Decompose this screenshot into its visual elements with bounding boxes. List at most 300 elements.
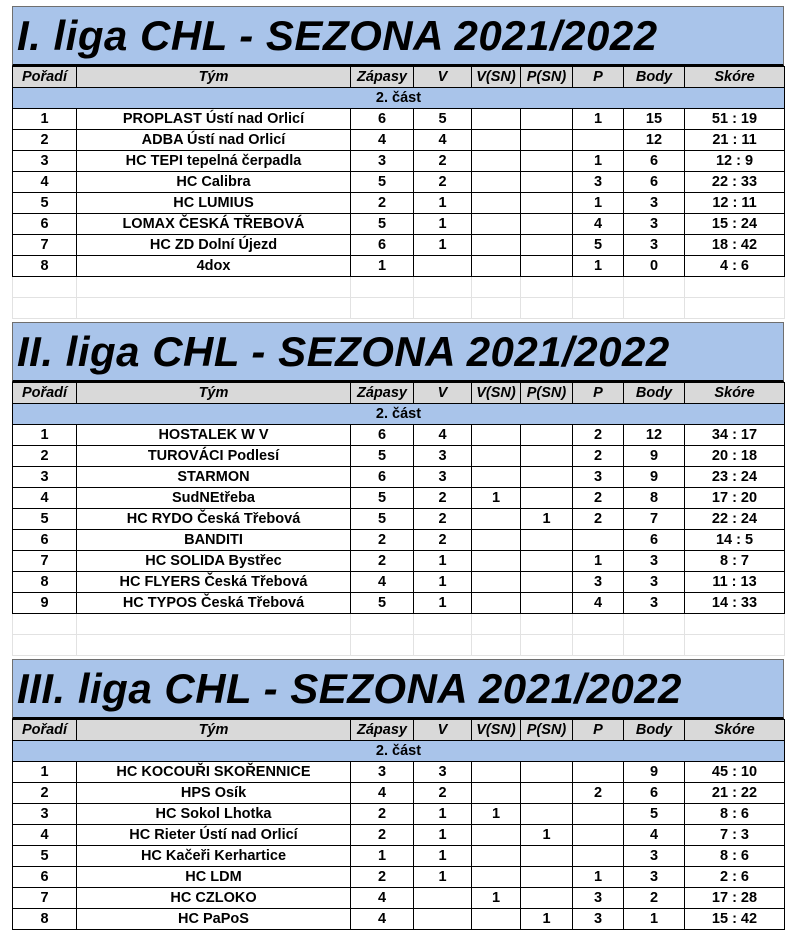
table-row	[13, 235, 785, 256]
table-row	[13, 530, 785, 551]
header-team: Tým	[77, 383, 351, 404]
cell-team: TUROVÁCI Podlesí	[77, 446, 351, 467]
cell-points: 1	[624, 909, 685, 930]
cell-losses: 2	[573, 425, 624, 446]
cell-wins: 1	[414, 572, 472, 593]
empty-cell	[472, 298, 521, 319]
cell-wins-so	[472, 762, 521, 783]
cell-games: 5	[351, 488, 414, 509]
table-row	[13, 509, 785, 530]
header-wins-so: V(SN)	[472, 383, 521, 404]
cell-team: HC Kačeři Kerhartice	[77, 846, 351, 867]
table-row	[13, 551, 785, 572]
header-wins: V	[414, 67, 472, 88]
table-row	[13, 151, 785, 172]
empty-cell	[624, 635, 685, 656]
table-row	[13, 572, 785, 593]
cell-wins: 1	[414, 846, 472, 867]
cell-wins	[414, 256, 472, 277]
empty-cell	[573, 635, 624, 656]
header-losses: P	[573, 383, 624, 404]
cell-wins-so	[472, 783, 521, 804]
cell-wins: 2	[414, 151, 472, 172]
empty-row	[13, 277, 785, 298]
cell-points: 2	[624, 888, 685, 909]
cell-losses: 5	[573, 235, 624, 256]
cell-losses-so	[521, 425, 573, 446]
cell-losses-so	[521, 256, 573, 277]
part-label: 2. část	[13, 741, 785, 762]
cell-wins-so	[472, 593, 521, 614]
cell-wins-so	[472, 572, 521, 593]
part-row	[13, 88, 785, 109]
league-2-section	[12, 322, 784, 656]
standings-table	[12, 382, 785, 656]
cell-losses-so	[521, 172, 573, 193]
cell-team: PROPLAST Ústí nad Orlicí	[77, 109, 351, 130]
cell-games: 6	[351, 109, 414, 130]
cell-rank: 3	[13, 151, 77, 172]
cell-score: 15 : 24	[685, 214, 785, 235]
cell-rank: 1	[13, 109, 77, 130]
cell-rank: 1	[13, 425, 77, 446]
cell-wins-so	[472, 425, 521, 446]
cell-team: HOSTALEK W V	[77, 425, 351, 446]
cell-points: 5	[624, 804, 685, 825]
table-row	[13, 783, 785, 804]
table-row	[13, 109, 785, 130]
cell-wins-so	[472, 151, 521, 172]
cell-games: 6	[351, 425, 414, 446]
header-points: Body	[624, 383, 685, 404]
header-score: Skóre	[685, 383, 785, 404]
cell-team: HC TYPOS Česká Třebová	[77, 593, 351, 614]
empty-cell	[521, 277, 573, 298]
cell-losses-so	[521, 572, 573, 593]
cell-rank: 7	[13, 235, 77, 256]
cell-losses-so	[521, 151, 573, 172]
header-rank: Pořadí	[13, 383, 77, 404]
cell-games: 3	[351, 151, 414, 172]
header-losses-so: P(SN)	[521, 720, 573, 741]
cell-wins: 2	[414, 783, 472, 804]
cell-team: HC PaPoS	[77, 909, 351, 930]
cell-rank: 6	[13, 530, 77, 551]
empty-cell	[351, 635, 414, 656]
empty-cell	[13, 277, 77, 298]
header-wins-so: V(SN)	[472, 67, 521, 88]
cell-rank: 4	[13, 172, 77, 193]
cell-losses	[573, 762, 624, 783]
cell-team: STARMON	[77, 467, 351, 488]
cell-wins	[414, 888, 472, 909]
cell-rank: 6	[13, 867, 77, 888]
header-team: Tým	[77, 67, 351, 88]
header-wins: V	[414, 383, 472, 404]
empty-cell	[77, 635, 351, 656]
cell-losses: 1	[573, 151, 624, 172]
cell-losses: 1	[573, 551, 624, 572]
cell-losses: 1	[573, 867, 624, 888]
header-points: Body	[624, 720, 685, 741]
table-row	[13, 425, 785, 446]
table-row	[13, 130, 785, 151]
table-row	[13, 846, 785, 867]
cell-score: 12 : 11	[685, 193, 785, 214]
cell-points: 7	[624, 509, 685, 530]
empty-cell	[351, 277, 414, 298]
cell-rank: 5	[13, 193, 77, 214]
cell-wins: 4	[414, 130, 472, 151]
part-label: 2. část	[13, 404, 785, 425]
cell-losses-so: 1	[521, 509, 573, 530]
cell-points: 9	[624, 762, 685, 783]
cell-games: 2	[351, 530, 414, 551]
cell-score: 17 : 28	[685, 888, 785, 909]
cell-wins: 1	[414, 867, 472, 888]
cell-losses-so	[521, 130, 573, 151]
header-points: Body	[624, 67, 685, 88]
cell-losses-so	[521, 530, 573, 551]
cell-score: 21 : 11	[685, 130, 785, 151]
cell-wins-so	[472, 214, 521, 235]
cell-score: 18 : 42	[685, 235, 785, 256]
header-losses: P	[573, 720, 624, 741]
part-row	[13, 741, 785, 762]
empty-row	[13, 298, 785, 319]
cell-losses	[573, 530, 624, 551]
cell-points: 9	[624, 467, 685, 488]
cell-team: LOMAX ČESKÁ TŘEBOVÁ	[77, 214, 351, 235]
cell-wins: 1	[414, 825, 472, 846]
table-row	[13, 909, 785, 930]
cell-rank: 6	[13, 214, 77, 235]
cell-losses	[573, 804, 624, 825]
cell-score: 23 : 24	[685, 467, 785, 488]
cell-losses-so	[521, 109, 573, 130]
cell-losses: 1	[573, 256, 624, 277]
header-score: Skóre	[685, 67, 785, 88]
empty-cell	[573, 298, 624, 319]
league-3-section	[12, 659, 784, 930]
cell-score: 12 : 9	[685, 151, 785, 172]
cell-points: 6	[624, 783, 685, 804]
header-games: Zápasy	[351, 720, 414, 741]
header-games: Zápasy	[351, 67, 414, 88]
cell-team: HC Sokol Lhotka	[77, 804, 351, 825]
cell-losses-so	[521, 804, 573, 825]
cell-losses: 1	[573, 109, 624, 130]
cell-losses-so	[521, 551, 573, 572]
header-score: Skóre	[685, 720, 785, 741]
table-row	[13, 867, 785, 888]
cell-losses: 3	[573, 467, 624, 488]
part-row	[13, 404, 785, 425]
cell-games: 6	[351, 467, 414, 488]
cell-team: ADBA Ústí nad Orlicí	[77, 130, 351, 151]
cell-losses: 3	[573, 572, 624, 593]
empty-cell	[472, 635, 521, 656]
header-rank: Pořadí	[13, 67, 77, 88]
cell-losses: 2	[573, 509, 624, 530]
cell-team: BANDITI	[77, 530, 351, 551]
league-1-section	[12, 6, 784, 319]
cell-score: 17 : 20	[685, 488, 785, 509]
table-row	[13, 593, 785, 614]
cell-losses: 4	[573, 593, 624, 614]
header-losses-so: P(SN)	[521, 383, 573, 404]
table-row	[13, 467, 785, 488]
cell-team: HC LUMIUS	[77, 193, 351, 214]
table-row	[13, 488, 785, 509]
cell-wins: 3	[414, 446, 472, 467]
header-losses: P	[573, 67, 624, 88]
league-title: II. liga CHL - SEZONA 2021/2022	[12, 322, 784, 382]
header-losses-so: P(SN)	[521, 67, 573, 88]
cell-wins-so	[472, 530, 521, 551]
cell-points: 3	[624, 551, 685, 572]
empty-cell	[573, 614, 624, 635]
cell-points: 4	[624, 825, 685, 846]
header-games: Zápasy	[351, 383, 414, 404]
cell-wins-so: 1	[472, 804, 521, 825]
cell-rank: 2	[13, 783, 77, 804]
cell-games: 5	[351, 593, 414, 614]
cell-team: HC ZD Dolní Újezd	[77, 235, 351, 256]
league-title: I. liga CHL - SEZONA 2021/2022	[12, 6, 784, 66]
part-label: 2. část	[13, 88, 785, 109]
empty-cell	[573, 277, 624, 298]
cell-wins: 2	[414, 509, 472, 530]
cell-losses-so	[521, 488, 573, 509]
cell-wins: 5	[414, 109, 472, 130]
table-row	[13, 825, 785, 846]
cell-games: 5	[351, 446, 414, 467]
cell-games: 2	[351, 804, 414, 825]
empty-row	[13, 614, 785, 635]
cell-wins: 1	[414, 235, 472, 256]
empty-cell	[624, 614, 685, 635]
header-wins: V	[414, 720, 472, 741]
cell-rank: 2	[13, 446, 77, 467]
cell-rank: 8	[13, 909, 77, 930]
cell-score: 22 : 33	[685, 172, 785, 193]
cell-wins-so	[472, 867, 521, 888]
cell-games: 2	[351, 193, 414, 214]
cell-score: 15 : 42	[685, 909, 785, 930]
cell-losses-so	[521, 193, 573, 214]
cell-team: HC CZLOKO	[77, 888, 351, 909]
cell-games: 4	[351, 888, 414, 909]
cell-games: 1	[351, 846, 414, 867]
cell-points: 3	[624, 846, 685, 867]
cell-rank: 5	[13, 509, 77, 530]
header-row	[13, 383, 785, 404]
cell-wins: 2	[414, 488, 472, 509]
cell-score: 14 : 33	[685, 593, 785, 614]
cell-score: 20 : 18	[685, 446, 785, 467]
cell-losses: 3	[573, 888, 624, 909]
cell-games: 2	[351, 867, 414, 888]
cell-games: 5	[351, 214, 414, 235]
header-wins-so: V(SN)	[472, 720, 521, 741]
cell-score: 11 : 13	[685, 572, 785, 593]
cell-losses-so	[521, 846, 573, 867]
cell-wins: 1	[414, 551, 472, 572]
empty-cell	[685, 298, 785, 319]
cell-rank: 2	[13, 130, 77, 151]
cell-wins-so	[472, 193, 521, 214]
cell-rank: 1	[13, 762, 77, 783]
empty-cell	[685, 614, 785, 635]
cell-losses-so	[521, 762, 573, 783]
empty-cell	[414, 614, 472, 635]
cell-points: 12	[624, 425, 685, 446]
cell-points: 6	[624, 530, 685, 551]
cell-games: 2	[351, 825, 414, 846]
empty-cell	[521, 614, 573, 635]
empty-cell	[13, 635, 77, 656]
cell-score: 45 : 10	[685, 762, 785, 783]
cell-losses-so	[521, 593, 573, 614]
cell-games: 6	[351, 235, 414, 256]
cell-score: 8 : 6	[685, 846, 785, 867]
cell-points: 15	[624, 109, 685, 130]
cell-games: 5	[351, 172, 414, 193]
cell-score: 7 : 3	[685, 825, 785, 846]
empty-cell	[521, 298, 573, 319]
cell-rank: 9	[13, 593, 77, 614]
cell-points: 3	[624, 593, 685, 614]
cell-wins: 1	[414, 593, 472, 614]
cell-team: HC TEPI tepelná čerpadla	[77, 151, 351, 172]
empty-cell	[77, 277, 351, 298]
cell-team: HPS Osík	[77, 783, 351, 804]
cell-team: SudNEtřeba	[77, 488, 351, 509]
cell-team: HC Rieter Ústí nad Orlicí	[77, 825, 351, 846]
cell-losses-so	[521, 467, 573, 488]
cell-losses-so	[521, 446, 573, 467]
cell-losses	[573, 825, 624, 846]
empty-cell	[414, 298, 472, 319]
cell-rank: 4	[13, 825, 77, 846]
empty-cell	[472, 277, 521, 298]
table-row	[13, 804, 785, 825]
cell-score: 51 : 19	[685, 109, 785, 130]
cell-team: HC LDM	[77, 867, 351, 888]
cell-losses: 2	[573, 783, 624, 804]
cell-team: HC RYDO Česká Třebová	[77, 509, 351, 530]
table-row	[13, 214, 785, 235]
table-row	[13, 888, 785, 909]
cell-wins: 3	[414, 467, 472, 488]
cell-games: 4	[351, 572, 414, 593]
cell-wins-so	[472, 551, 521, 572]
cell-score: 21 : 22	[685, 783, 785, 804]
cell-wins-so	[472, 825, 521, 846]
cell-losses-so	[521, 888, 573, 909]
cell-points: 3	[624, 193, 685, 214]
empty-row	[13, 635, 785, 656]
cell-losses-so	[521, 867, 573, 888]
cell-wins: 2	[414, 172, 472, 193]
cell-wins: 4	[414, 425, 472, 446]
table-row	[13, 446, 785, 467]
cell-score: 14 : 5	[685, 530, 785, 551]
cell-points: 0	[624, 256, 685, 277]
empty-cell	[685, 635, 785, 656]
cell-wins: 1	[414, 193, 472, 214]
cell-team: HC KOCOUŘI SKOŘENNICE	[77, 762, 351, 783]
cell-score: 22 : 24	[685, 509, 785, 530]
cell-losses	[573, 846, 624, 867]
cell-losses	[573, 130, 624, 151]
empty-cell	[521, 635, 573, 656]
empty-cell	[77, 298, 351, 319]
cell-games: 5	[351, 509, 414, 530]
empty-cell	[351, 614, 414, 635]
cell-games: 2	[351, 551, 414, 572]
cell-team: HC Calibra	[77, 172, 351, 193]
empty-cell	[414, 277, 472, 298]
header-row	[13, 67, 785, 88]
cell-rank: 3	[13, 467, 77, 488]
cell-rank: 3	[13, 804, 77, 825]
cell-games: 4	[351, 130, 414, 151]
cell-score: 4 : 6	[685, 256, 785, 277]
cell-rank: 5	[13, 846, 77, 867]
cell-wins-so	[472, 235, 521, 256]
table-row	[13, 256, 785, 277]
cell-losses-so: 1	[521, 909, 573, 930]
cell-points: 3	[624, 572, 685, 593]
cell-wins	[414, 909, 472, 930]
cell-team: HC SOLIDA Bystřec	[77, 551, 351, 572]
cell-games: 4	[351, 909, 414, 930]
cell-losses: 3	[573, 172, 624, 193]
cell-wins: 1	[414, 214, 472, 235]
cell-losses: 1	[573, 193, 624, 214]
cell-wins: 3	[414, 762, 472, 783]
cell-wins-so: 1	[472, 488, 521, 509]
cell-points: 8	[624, 488, 685, 509]
cell-wins-so	[472, 509, 521, 530]
league-title: III. liga CHL - SEZONA 2021/2022	[12, 659, 784, 719]
cell-rank: 8	[13, 572, 77, 593]
cell-score: 2 : 6	[685, 867, 785, 888]
standings-table	[12, 66, 785, 319]
cell-wins-so: 1	[472, 888, 521, 909]
empty-cell	[13, 614, 77, 635]
cell-games: 3	[351, 762, 414, 783]
cell-score: 8 : 7	[685, 551, 785, 572]
cell-wins-so	[472, 446, 521, 467]
cell-points: 12	[624, 130, 685, 151]
empty-cell	[472, 614, 521, 635]
empty-cell	[77, 614, 351, 635]
cell-points: 3	[624, 214, 685, 235]
cell-wins-so	[472, 256, 521, 277]
cell-wins-so	[472, 130, 521, 151]
table-row	[13, 762, 785, 783]
cell-losses: 2	[573, 488, 624, 509]
cell-score: 34 : 17	[685, 425, 785, 446]
cell-wins-so	[472, 909, 521, 930]
header-team: Tým	[77, 720, 351, 741]
cell-losses-so: 1	[521, 825, 573, 846]
cell-losses: 3	[573, 909, 624, 930]
standings-table	[12, 719, 785, 930]
